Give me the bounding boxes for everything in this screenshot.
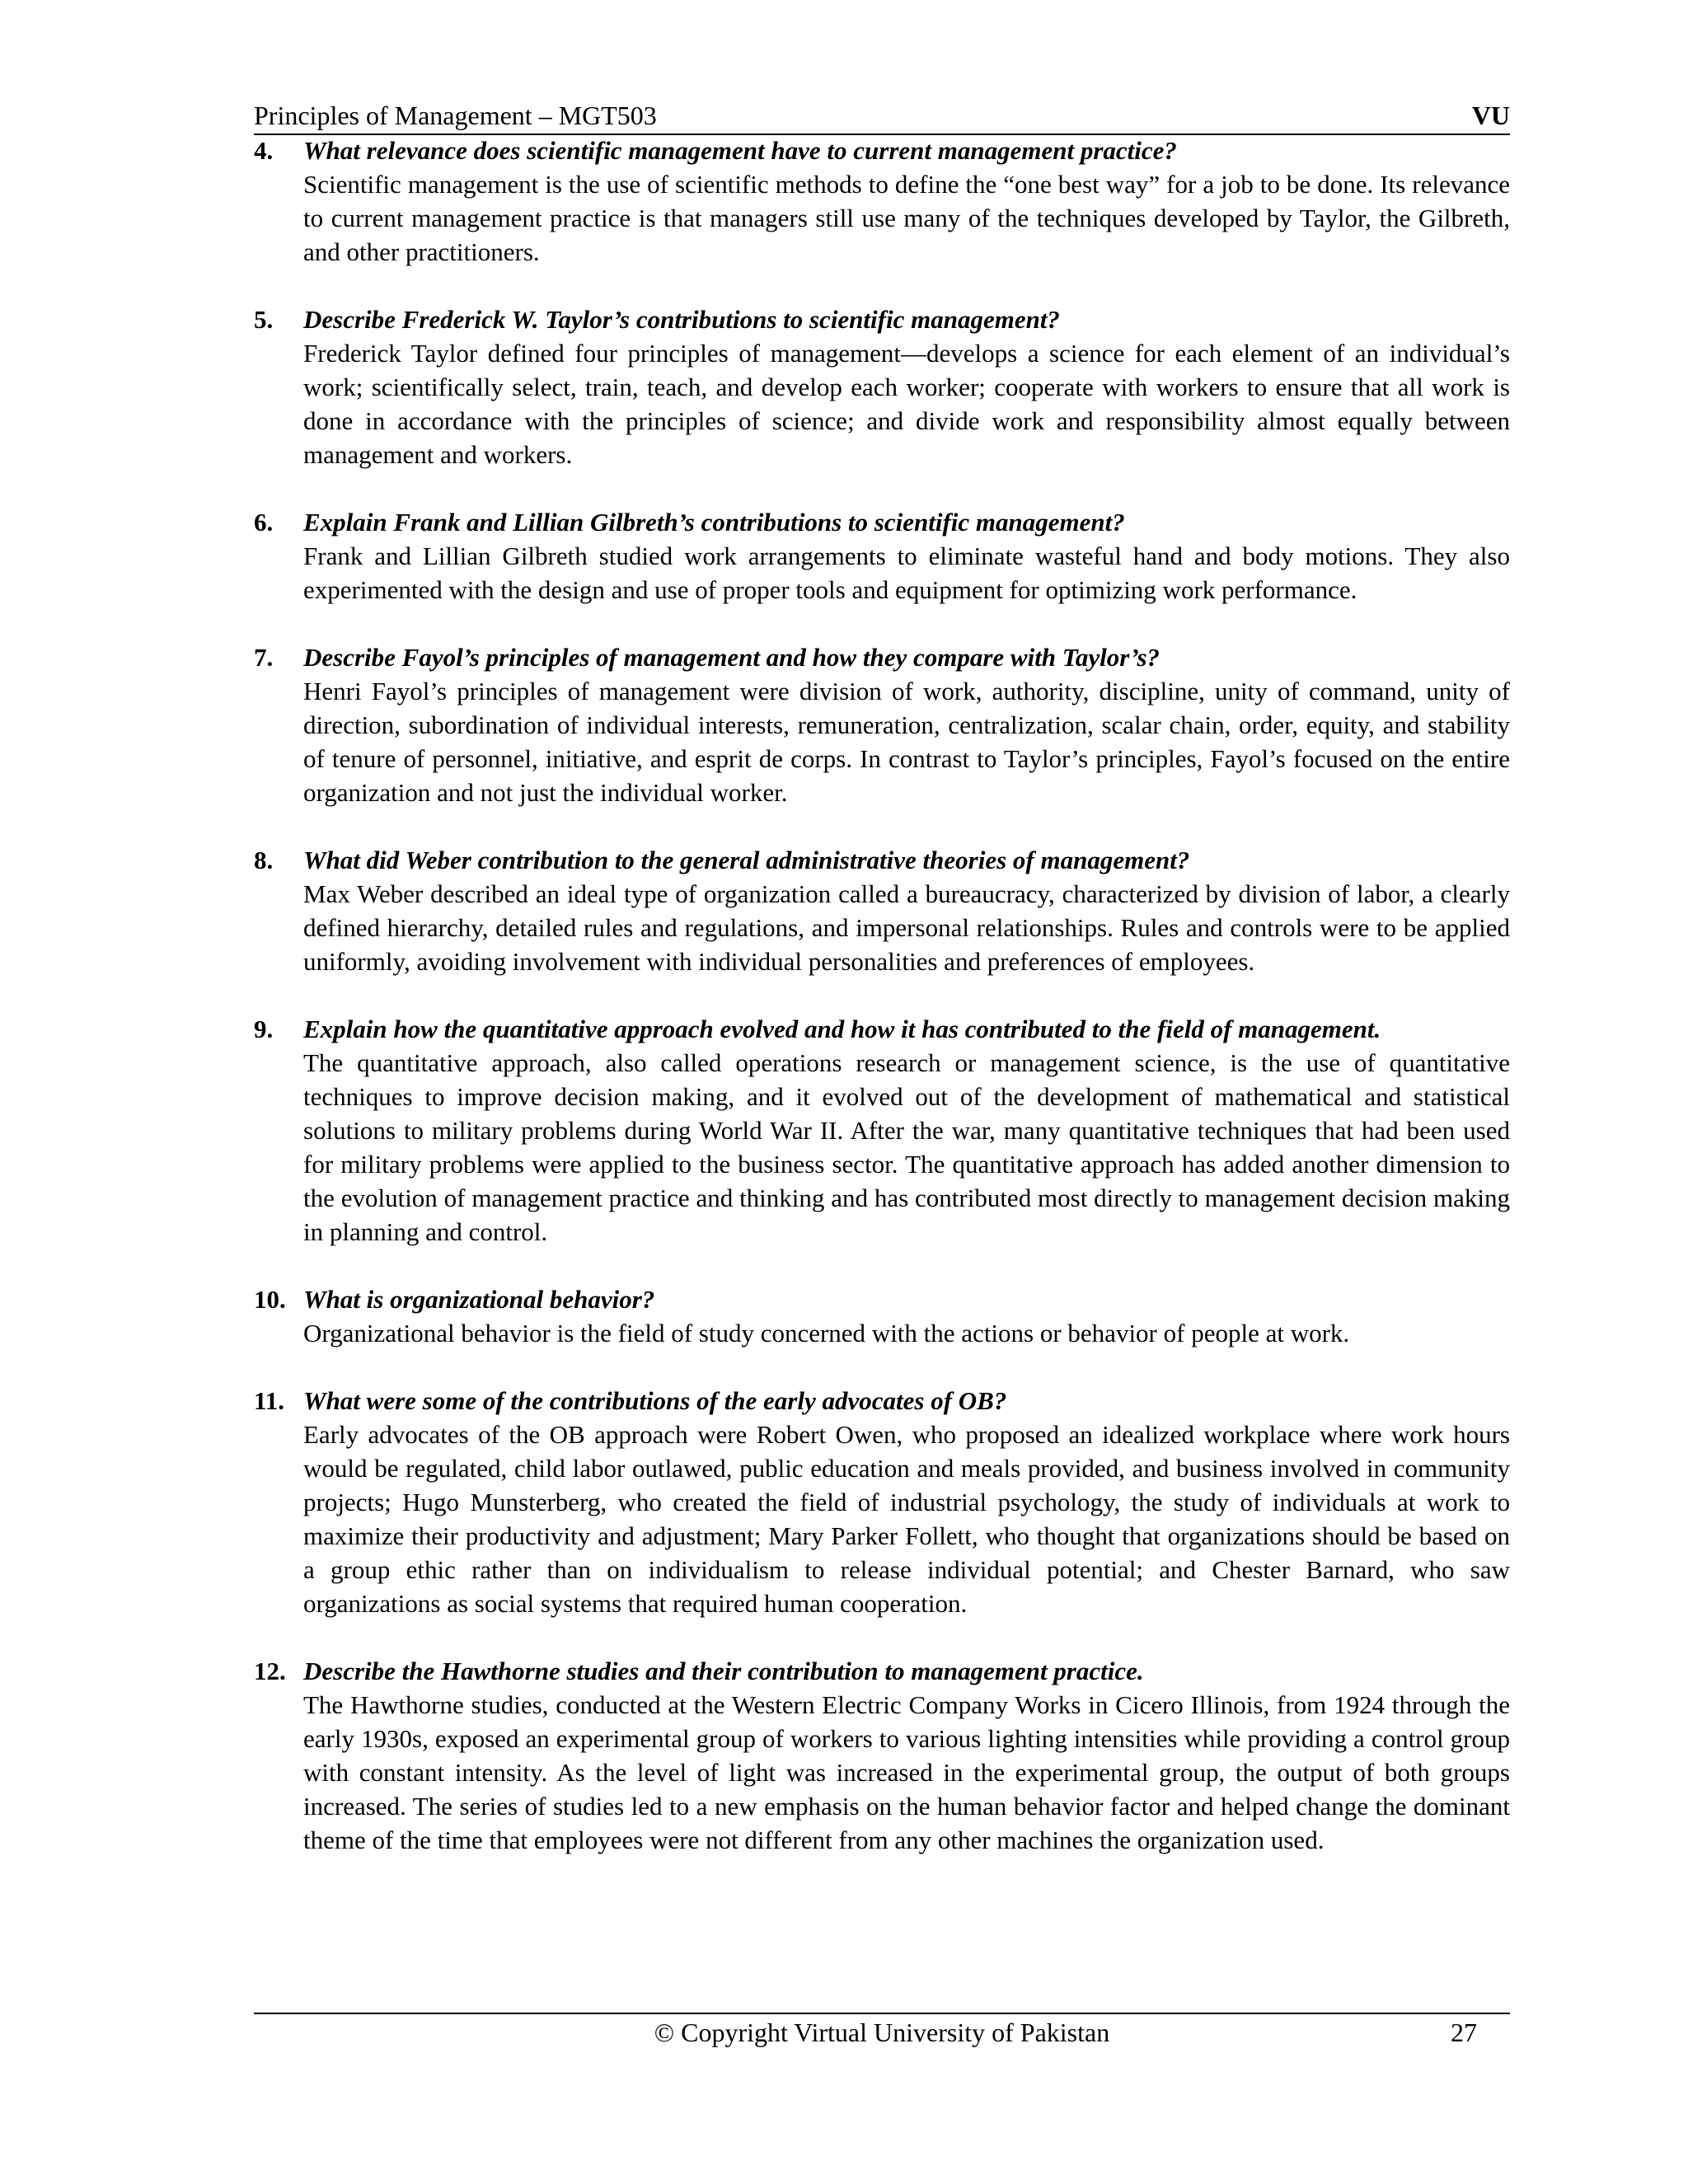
answer-text: Max Weber described an ideal type of organization called a bureaucracy, characterized by division of labor, a clearly defined hierarchy, detailed rules and regulations, and impersonal relationships. Rules and controls were to be applied uniformly, avoiding involvement with individual personalities and preferences of employees. xyxy=(303,879,1510,976)
question-number: 10. xyxy=(254,1285,286,1314)
qa-item-8 xyxy=(254,843,1510,978)
question-text: What is organizational behavior? xyxy=(303,1285,655,1314)
question-number: 11. xyxy=(254,1386,285,1415)
question-number: 9. xyxy=(254,1015,274,1043)
answer-text: Frank and Lillian Gilbreth studied work arrangements to eliminate wasteful hand and body motions. They also experimented with the design and use of proper tools and equipment for optimizing work performance. xyxy=(303,541,1510,604)
qa-item-5 xyxy=(254,302,1510,471)
answer-text: Early advocates of the OB approach were Robert Owen, who proposed an idealized workplace where work hours would be regulated, child labor outlawed, public education and meals provided, and business involved in community projects; Hugo Munsterberg, who created the field of industrial psychology, the study of individuals at work to maximize their productivity and adjustment; Mary Parker Follett, who thought that organizations should be based on a group ethic rather than on individualism to release individual potential; and Chester Barnard, who saw organizations as social systems that required human cooperation. xyxy=(303,1420,1510,1618)
answer-text: Henri Fayol’s principles of management were division of work, authority, discipline, unity of command, unity of direction, subordination of individual interests, remuneration, centralization, scalar chain, order, equity, and stability of tenure of personnel, initiative, and esprit de corps. In contrast to Taylor’s principles, Fayol’s focused on the entire organization and not just the individual worker. xyxy=(303,677,1510,807)
answer-text: Frederick Taylor defined four principles of management—develops a science for each element of an individual’s work; scientifically select, train, teach, and develop each worker; cooperate with workers to ensure that all work is done in accordance with the principles of science; and divide work and responsibility almost equally between management and workers. xyxy=(303,339,1510,469)
question-text: What relevance does scientific management have to current management practice? xyxy=(303,136,1177,165)
page-number: 27 xyxy=(1451,2018,1477,2047)
copyright-notice: © Copyright Virtual University of Pakistan xyxy=(654,2018,1110,2047)
course-title: Principles of Management – MGT503 xyxy=(254,101,657,130)
qa-item-10 xyxy=(254,1282,1510,1350)
qa-item-9 xyxy=(254,1012,1510,1249)
qa-item-7 xyxy=(254,640,1510,809)
question-number: 4. xyxy=(254,136,274,165)
page-header xyxy=(254,97,1510,135)
question-number: 12. xyxy=(254,1657,286,1685)
question-text: What did Weber contribution to the general administrative theories of management? xyxy=(303,846,1190,874)
question-number: 5. xyxy=(254,305,274,334)
qa-item-12 xyxy=(254,1654,1510,1857)
question-number: 6. xyxy=(254,508,274,537)
answer-text: The Hawthorne studies, conducted at the Western Electric Company Works in Cicero Illinois, from 1924 through the early 1930s, exposed an experimental group of workers to various lighting intensities while providing a control group with constant intensity. As the level of light was increased in the experimental group, the output of both groups increased. The series of studies led to a new emphasis on the human behavior factor and helped change the dominant theme of the time that employees were not different from any other machines the organization used. xyxy=(303,1690,1510,1854)
qa-item-11 xyxy=(254,1384,1510,1620)
answer-text: Scientific management is the use of scientific methods to define the “one best way” for a job to be done. Its relevance to current management practice is that managers still use many of the techniques developed by Taylor, the Gilbreth, and other practitioners. xyxy=(303,170,1510,266)
qa-item-6 xyxy=(254,505,1510,607)
question-number: 7. xyxy=(254,643,274,672)
question-text: Describe the Hawthorne studies and their contribution to management practice. xyxy=(303,1657,1144,1685)
qa-item-4 xyxy=(254,134,1510,269)
page-footer xyxy=(254,2013,1510,2050)
qa-list xyxy=(254,134,1510,1891)
question-text: What were some of the contributions of the early advocates of OB? xyxy=(303,1386,1007,1415)
question-text: Explain how the quantitative approach evolved and how it has contributed to the field of management. xyxy=(303,1015,1381,1043)
question-text: Explain Frank and Lillian Gilbreth’s contributions to scientific management? xyxy=(303,508,1125,537)
question-number: 8. xyxy=(254,846,274,874)
question-text: Describe Fayol’s principles of management and how they compare with Taylor’s? xyxy=(303,643,1160,672)
answer-text: The quantitative approach, also called operations research or management science, is the use of quantitative techniques to improve decision making, and it evolved out of the development of mathematical and statistical solutions to military problems during World War II. After the war, many quantitative techniques that had been used for military problems were applied to the business sector. The quantitative approach has added another dimension to the evolution of management practice and thinking and has contributed most directly to management decision making in planning and control. xyxy=(303,1048,1510,1246)
institution-mark: VU xyxy=(1471,101,1510,130)
question-text: Describe Frederick W. Taylor’s contributions to scientific management? xyxy=(303,305,1060,334)
answer-text: Organizational behavior is the field of study concerned with the actions or behavior of people at work. xyxy=(303,1319,1350,1347)
